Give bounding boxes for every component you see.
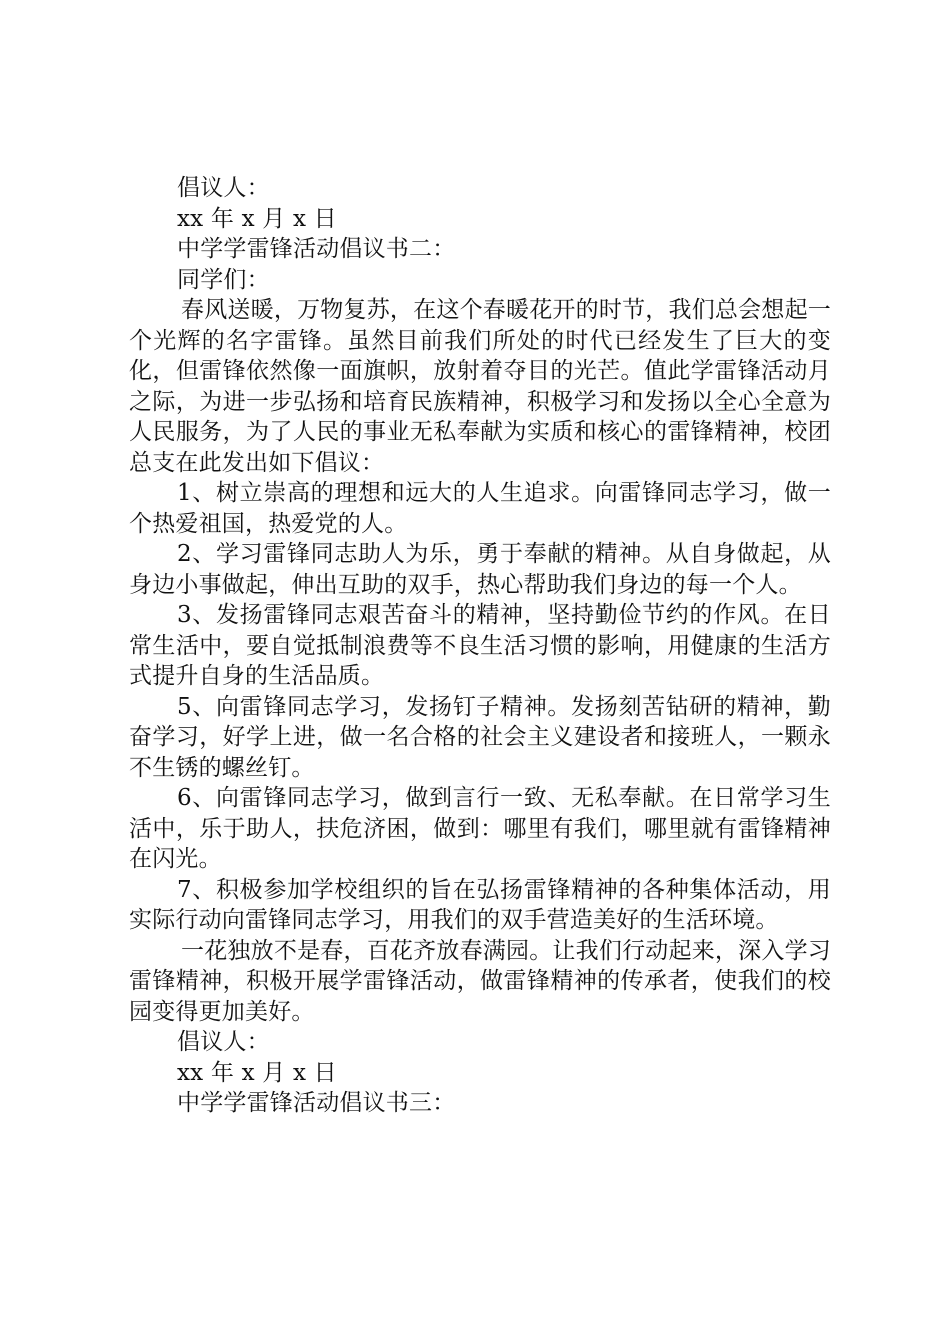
salutation: 同学们：	[177, 266, 270, 293]
document-body	[129, 173, 831, 1119]
section-title: 中学学雷锋活动倡议书二：	[177, 236, 456, 262]
list-item: 2、学习雷锋同志助人为乐，勇于奉献的精神。从自身做起，从身边小事做起，伸出互助的双手，热心帮助我们身边的每一个人。	[129, 541, 831, 598]
closing-paragraph: 一花独放不是春，百花齐放春满园。让我们行动起来，深入学习雷锋精神，积极开展学雷锋活动，做雷锋精神的传承者，使我们的校园变得更加美好。	[129, 937, 831, 1025]
list-item: 1、树立崇高的理想和远大的人生追求。向雷锋同志学习，做一个热爱祖国，热爱党的人。	[129, 480, 831, 537]
date-line: xx 年 x 月 x 日	[177, 1059, 337, 1086]
list-item: 6、向雷锋同志学习，做到言行一致、无私奉献。在日常学习生活中，乐于助人，扶危济困，做到：哪里有我们，哪里就有雷锋精神在闪光。	[129, 785, 831, 872]
list-item: 3、发扬雷锋同志艰苦奋斗的精神，坚持勤俭节约的作风。在日常生活中，要自觉抵制浪费等不良生活习惯的影响，用健康的生活方式提升自身的生活品质。	[129, 602, 831, 689]
list-item: 5、向雷锋同志学习，发扬钉子精神。发扬刻苦钻研的精神，勤奋学习，好学上进，做一名合格的社会主义建设者和接班人，一颗永不生锈的螺丝钉。	[129, 693, 831, 781]
proposer-line: 倡议人：	[177, 1029, 270, 1055]
section-title: 中学学雷锋活动倡议书三：	[177, 1090, 456, 1116]
date-line: xx 年 x 月 x 日	[177, 205, 337, 232]
list-item: 7、积极参加学校组织的旨在弘扬雷锋精神的各种集体活动，用实际行动向雷锋同志学习，用我们的双手营造美好的生活环境。	[129, 876, 831, 933]
proposer-line: 倡议人：	[177, 175, 270, 201]
intro-paragraph: 春风送暖，万物复苏，在这个春暖花开的时节，我们总会想起一个光辉的名字雷锋。虽然目前我们所处的时代已经发生了巨大的变化，但雷锋依然像一面旗帜，放射着夺目的光芒。值此学雷锋活动月之际，为进一步弘扬和培育民族精神，积极学习和发扬以全心全意为人民服务，为了人民的事业无私奉献为实质和核心的雷锋精神，校团总支在此发出如下倡议：	[129, 297, 831, 476]
